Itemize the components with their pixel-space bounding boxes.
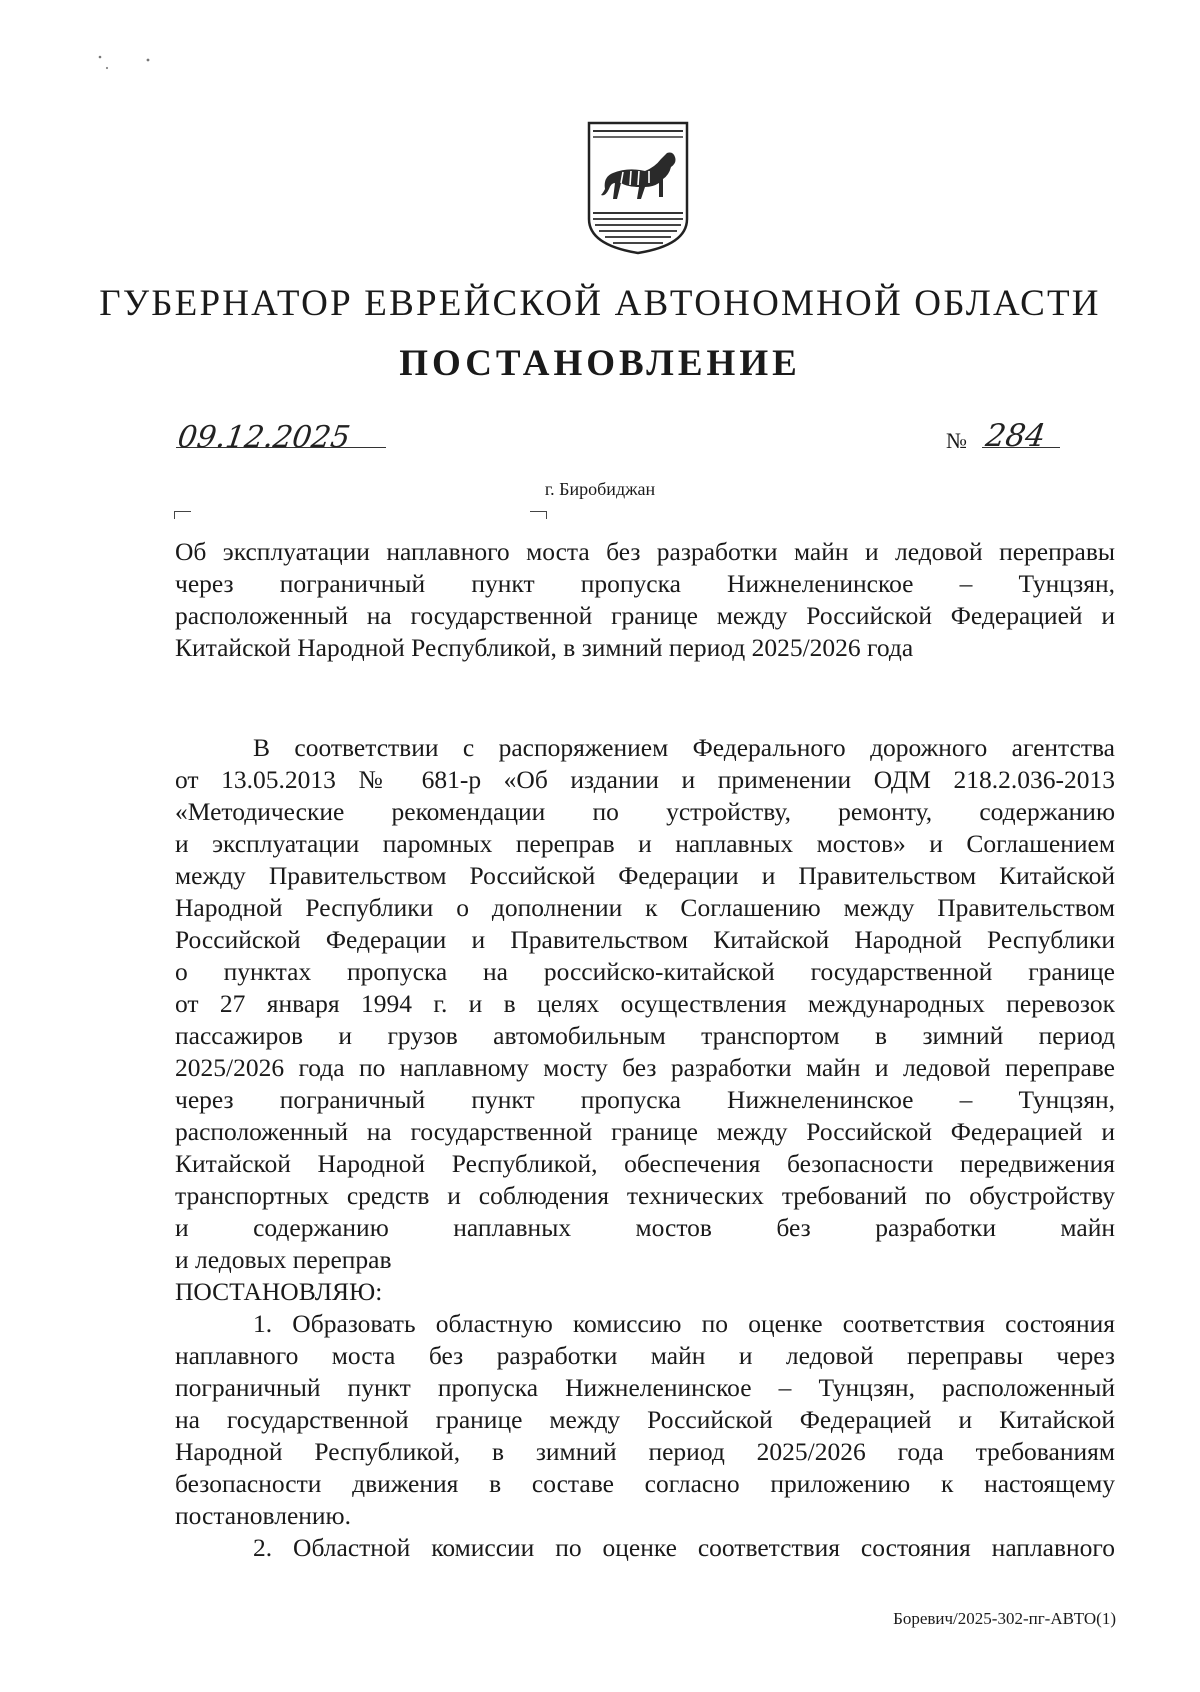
document-type-heading: ПОСТАНОВЛЕНИЕ [399, 343, 801, 384]
date-underline [176, 447, 386, 448]
body-line: и эксплуатации паромных переправ и наплавных мостов» и Соглашением [175, 829, 1115, 858]
body-line: и ледовых переправ [175, 1245, 392, 1274]
authority-heading: ГУБЕРНАТОР ЕВРЕЙСКОЙ АВТОНОМНОЙ ОБЛАСТИ [99, 283, 1101, 324]
body-line: В соответствии с распоряжением Федерального дорожного агентства [253, 733, 1115, 762]
title-corner-right [530, 511, 547, 519]
body-line: и содержанию наплавных мостов без разработки майн [175, 1213, 1115, 1242]
body-line: между Правительством Российской Федерации и Правительством Китайской [175, 861, 1115, 890]
body-line: 2025/2026 года по наплавному мосту без разработки майн и ледовой переправе [175, 1053, 1115, 1082]
title-line: Об эксплуатации наплавного моста без разработки майн и ледовой переправы [175, 537, 1115, 566]
scan-specks [98, 52, 158, 82]
body-line: 2. Областной комиссии по оценке соответствия состояния наплавного [253, 1533, 1115, 1562]
body-line: 1. Образовать областную комиссию по оценке соответствия состояния [253, 1309, 1115, 1338]
city-label: г. Биробиджан [544, 479, 656, 499]
title-line: Китайской Народной Республикой, в зимний период 2025/2026 года [175, 633, 914, 662]
title-corner-left [174, 511, 191, 519]
body-line: расположенный на государственной границе между Российской Федерацией и [175, 1117, 1115, 1146]
body-line: Народной Республикой, в зимний период 2025/2026 года требованиям [175, 1437, 1115, 1466]
body-line: пограничный пункт пропуска Нижнеленинское – Тунцзян, расположенный [175, 1373, 1115, 1402]
body-line: пассажиров и грузов автомобильным транспортом в зимний период [175, 1021, 1115, 1050]
body-line: Российской Федерации и Правительством Китайской Народной Республики [175, 925, 1115, 954]
handwritten-number: 284 [983, 418, 1048, 454]
resolve-heading: ПОСТАНОВЛЯЮ: [175, 1277, 383, 1306]
body-line: от 27 января 1994 г. и в целях осуществления международных перевозок [175, 989, 1115, 1018]
body-line: через пограничный пункт пропуска Нижнеленинское – Тунцзян, [175, 1085, 1115, 1114]
tiger-coat-of-arms-icon [583, 117, 693, 257]
body-line: транспортных средств и соблюдения технических требований по обустройству [175, 1181, 1115, 1210]
title-line: расположенный на государственной границе между Российской Федерацией и [175, 601, 1115, 630]
number-underline [982, 447, 1060, 448]
body-line: от 13.05.2013 № 681-р «Об издании и применении ОДМ 218.2.036-2013 [175, 765, 1115, 794]
body-line: постановлению. [175, 1501, 351, 1530]
body-line: наплавного моста без разработки майн и ледовой переправы через [175, 1341, 1115, 1370]
body-line: о пунктах пропуска на российско-китайской государственной границе [175, 957, 1115, 986]
body-line: безопасности движения в составе согласно приложению к настоящему [175, 1469, 1115, 1498]
handwritten-date: 09.12.2025 [175, 420, 353, 455]
document-code: Боревич/2025-302-пг-АВТО(1) [893, 1609, 1116, 1628]
title-line: через пограничный пункт пропуска Нижнеленинское – Тунцзян, [175, 569, 1115, 598]
number-sign: № [946, 428, 967, 453]
body-line: Китайской Народной Республикой, обеспечения безопасности передвижения [175, 1149, 1115, 1178]
body-line: «Методические рекомендации по устройству, ремонту, содержанию [175, 797, 1115, 826]
body-line: Народной Республики о дополнении к Соглашению между Правительством [175, 893, 1115, 922]
body-line: на государственной границе между Российской Федерацией и Китайской [175, 1405, 1115, 1434]
